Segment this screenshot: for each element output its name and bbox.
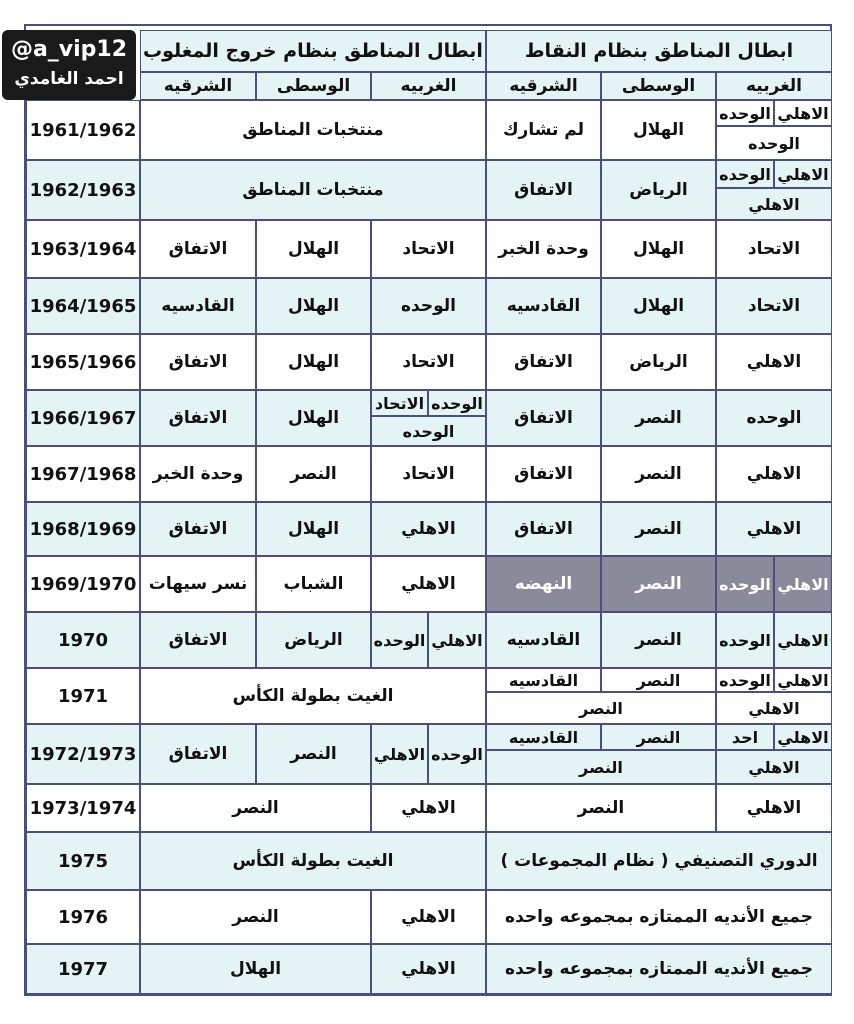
points-central-cell: النصر — [601, 390, 716, 446]
points-central-cell: النصر — [601, 724, 716, 750]
points-east-cell: القادسيه — [486, 278, 601, 334]
knockout-west-cell: الاهلي — [371, 784, 486, 832]
points-central-cell: الرياض — [601, 160, 716, 220]
season-cell: 1972/1973 — [26, 724, 140, 784]
knockout-east-central-cell: النصر — [140, 784, 371, 832]
points-west-cell: الوحده — [716, 100, 774, 126]
knockout-west-cell: الاهلي — [371, 944, 486, 994]
points-west-cell: احد — [716, 724, 774, 750]
points-cell: جميع الأنديه الممتازه بمجموعه واحده — [486, 890, 832, 944]
points-central-cell: النصر — [601, 668, 716, 692]
season-cell: 1965/1966 — [26, 334, 140, 390]
points-west-cell-highlighted: الاهلي — [774, 556, 832, 612]
knockout-west-cell: الوحده — [371, 416, 486, 446]
knockout-cell: الغيت بطولة الكأس — [140, 668, 486, 724]
season-cell: 1961/1962 — [26, 100, 140, 160]
points-west-cell: الوحده — [716, 612, 774, 668]
points-central-cell: النصر — [601, 446, 716, 502]
points-west-cell: الاهلي — [774, 724, 832, 750]
season-cell: 1962/1963 — [26, 160, 140, 220]
points-west-cell: الوحده — [716, 390, 832, 446]
knockout-west-cell: الاهلي — [371, 890, 486, 944]
points-east-central-cell: النصر — [486, 750, 716, 784]
knockout-east-central-cell: النصر — [140, 890, 371, 944]
knockout-west-cell: الوحده — [371, 612, 428, 668]
season-cell: 1963/1964 — [26, 220, 140, 278]
author-name: احمد الغامدي — [14, 69, 124, 89]
points-west-cell: الاتحاد — [716, 278, 832, 334]
points-west-header: الغربيه — [716, 72, 832, 100]
points-west-cell: الاهلي — [716, 692, 832, 724]
points-west-cell: الاهلي — [774, 160, 832, 188]
points-east-central-cell: النصر — [486, 692, 716, 724]
knockout-west-cell: الاتحاد — [371, 334, 486, 390]
knockout-west-cell: الاتحاد — [371, 220, 486, 278]
knockout-system-header: ابطال المناطق بنظام خروج المغلوب — [140, 30, 486, 72]
knockout-west-cell: الاهلي — [371, 502, 486, 556]
knockout-central-cell: الهلال — [256, 334, 371, 390]
knockout-central-header: الوسطى — [256, 72, 371, 100]
knockout-east-cell: الاتفاق — [140, 220, 256, 278]
points-east-cell-highlighted: النهضه — [486, 556, 601, 612]
points-central-header: الوسطى — [601, 72, 716, 100]
season-cell: 1968/1969 — [26, 502, 140, 556]
knockout-east-cell: الاتفاق — [140, 612, 256, 668]
knockout-west-cell: الاهلي — [428, 612, 486, 668]
knockout-east-cell: الاتفاق — [140, 390, 256, 446]
points-system-header: ابطال المناطق بنظام النقاط — [486, 30, 832, 72]
points-central-cell: الرياض — [601, 334, 716, 390]
knockout-east-cell: الاتفاق — [140, 334, 256, 390]
points-east-cell: الاتفاق — [486, 160, 601, 220]
points-central-cell: النصر — [601, 502, 716, 556]
season-cell: 1970 — [26, 612, 140, 668]
points-east-cell: القادسيه — [486, 612, 601, 668]
points-east-header: الشرقيه — [486, 72, 601, 100]
knockout-central-cell: الهلال — [256, 502, 371, 556]
points-east-cell: الاتفاق — [486, 446, 601, 502]
knockout-central-cell: النصر — [256, 446, 371, 502]
points-west-cell: الوحده — [716, 668, 774, 692]
knockout-cell: منتخبات المناطق — [140, 100, 486, 160]
season-cell: 1976 — [26, 890, 140, 944]
points-west-cell: الاهلي — [716, 784, 832, 832]
points-east-cell: الاتفاق — [486, 502, 601, 556]
knockout-east-cell: القادسيه — [140, 278, 256, 334]
points-west-cell: الاهلي — [774, 668, 832, 692]
points-east-cell: القادسيه — [486, 724, 601, 750]
knockout-east-central-cell: الهلال — [140, 944, 371, 994]
knockout-cell: منتخبات المناطق — [140, 160, 486, 220]
points-west-cell: الوحده — [716, 126, 832, 160]
season-cell: 1967/1968 — [26, 446, 140, 502]
points-west-cell: الاهلي — [774, 612, 832, 668]
points-west-cell: الاهلي — [716, 188, 832, 220]
points-east-cell: وحدة الخبر — [486, 220, 601, 278]
points-west-cell: الاهلي — [716, 446, 832, 502]
knockout-west-cell: الوحده — [371, 278, 486, 334]
champions-table — [24, 24, 832, 996]
points-east-cell: لم تشارك — [486, 100, 601, 160]
points-west-cell: الاهلي — [716, 750, 832, 784]
points-east-central-cell: النصر — [486, 784, 716, 832]
knockout-east-cell: الاتفاق — [140, 724, 256, 784]
knockout-west-cell: الوحده — [428, 390, 486, 416]
points-central-cell: النصر — [601, 612, 716, 668]
knockout-west-cell: الوحده — [428, 724, 486, 784]
points-east-cell: القادسيه — [486, 668, 601, 692]
knockout-west-cell: الاتحاد — [371, 390, 428, 416]
knockout-east-cell: وحدة الخبر — [140, 446, 256, 502]
knockout-east-cell: نسر سيهات — [140, 556, 256, 612]
points-west-cell: الاتحاد — [716, 220, 832, 278]
knockout-cell: الغيت بطولة الكأس — [140, 832, 486, 890]
season-cell: 1966/1967 — [26, 390, 140, 446]
points-east-cell: الاتفاق — [486, 334, 601, 390]
knockout-central-cell: الشباب — [256, 556, 371, 612]
points-cell: الدوري التصنيفي ( نظام المجموعات ) — [486, 832, 832, 890]
season-cell: 1971 — [26, 668, 140, 724]
season-cell: 1969/1970 — [26, 556, 140, 612]
author-badge — [2, 30, 136, 100]
knockout-west-header: الغربيه — [371, 72, 486, 100]
points-west-cell: الاهلي — [716, 334, 832, 390]
season-cell: 1977 — [26, 944, 140, 994]
knockout-east-header: الشرقيه — [140, 72, 256, 100]
knockout-west-cell: الاهلي — [371, 724, 428, 784]
knockout-central-cell: الرياض — [256, 612, 371, 668]
season-cell: 1964/1965 — [26, 278, 140, 334]
knockout-central-cell: الهلال — [256, 278, 371, 334]
season-cell: 1973/1974 — [26, 784, 140, 832]
points-central-cell: الهلال — [601, 220, 716, 278]
points-west-cell: الوحده — [716, 160, 774, 188]
knockout-west-cell: الاتحاد — [371, 446, 486, 502]
points-west-cell: الاهلي — [774, 100, 832, 126]
points-west-cell-highlighted: الوحده — [716, 556, 774, 612]
points-central-cell: الهلال — [601, 100, 716, 160]
knockout-central-cell: الهلال — [256, 390, 371, 446]
knockout-west-cell: الاهلي — [371, 556, 486, 612]
season-cell: 1975 — [26, 832, 140, 890]
knockout-east-cell: الاتفاق — [140, 502, 256, 556]
points-central-cell: الهلال — [601, 278, 716, 334]
knockout-central-cell: النصر — [256, 724, 371, 784]
points-west-cell: الاهلي — [716, 502, 832, 556]
author-handle: @a_vip12 — [10, 37, 128, 62]
points-central-cell-highlighted: النصر — [601, 556, 716, 612]
points-cell: جميع الأنديه الممتازه بمجموعه واحده — [486, 944, 832, 994]
knockout-central-cell: الهلال — [256, 220, 371, 278]
points-east-cell: الاتفاق — [486, 390, 601, 446]
